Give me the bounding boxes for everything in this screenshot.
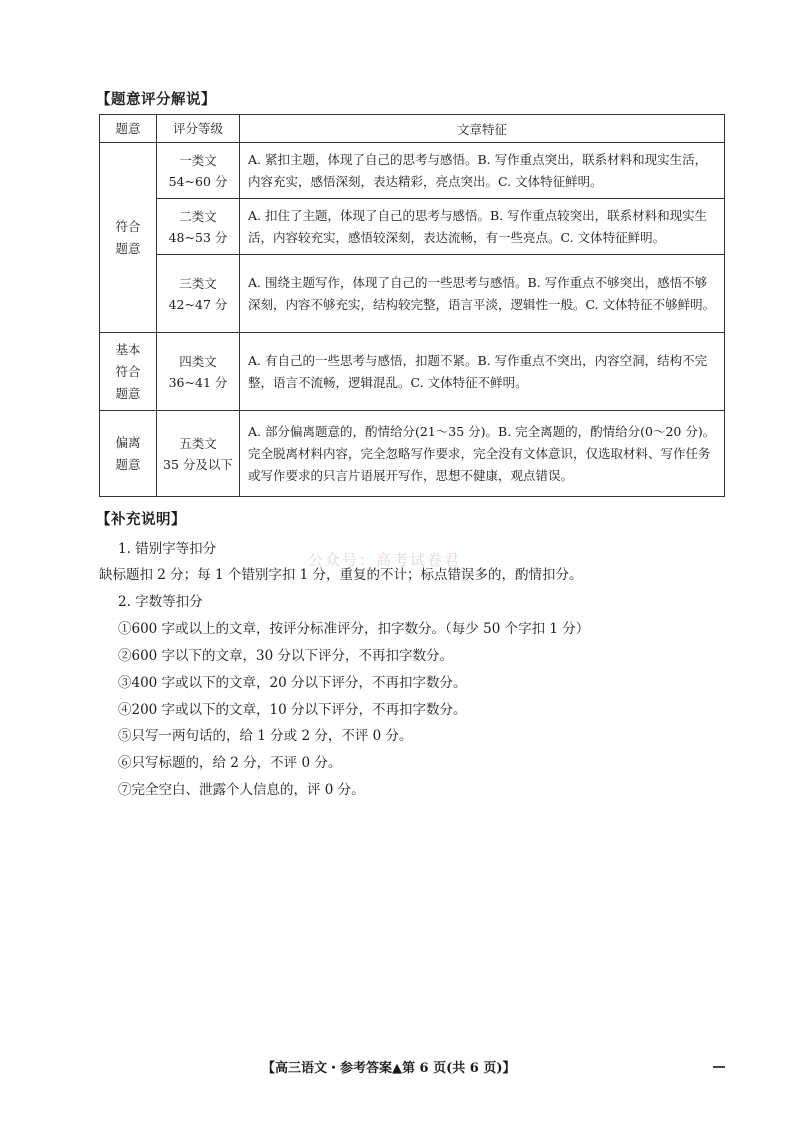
supplement-line: ⑤只写一两句话的，给 1 分或 2 分，不评 0 分。 [118,728,413,744]
cell-grade [157,255,240,333]
cell-description: A. 紧扣主题，体现了自己的思考与感悟。B. 写作重点突出，联系材料和现实生活，内容充实，感悟深刻，表达精彩，亮点突出。C. 文体特征鲜明。 [240,143,725,199]
cell-grade [157,411,240,497]
supplement-line: ②600 字以下的文章，30 分以下评分，不再扣字数分。 [118,648,454,664]
rubric-table [99,114,725,497]
footer-mark [713,1066,725,1068]
cell-description: A. 有自己的一些思考与感悟，扣题不紧。B. 写作重点不突出，内容空洞，结构不完整，语言不流畅，逻辑混乱。C. 文体特征不鲜明。 [240,333,725,411]
grade-score: 54~60 分 [168,173,228,189]
cell-description: A. 部分偏离题意的，酌情给分(21～35 分)。B. 完全离题的，酌情给分(0～20 分)。完全脱离材料内容，完全忽略写作要求，完全没有文体意识，仅选取材料、写作任务或写作要求的只言片语展开写作，思想不健康，观点错误。 [240,411,725,497]
supplement-line: ④200 字或以下的文章，10 分以下评分，不再扣字数分。 [118,702,467,718]
cell-grade [157,199,240,255]
table-row [100,333,725,411]
supplement-line: ③400 字或以下的文章，20 分以下评分，不再扣字数分。 [118,675,467,691]
cell-description: A. 围绕主题写作，体现了自己的一些思考与感悟。B. 写作重点不够突出，感悟不够深刻，内容不够充实，结构较完整，语言平淡，逻辑性一般。C. 文体特征不够鲜明。 [240,255,725,333]
supplement-line: ⑥只写标题的，给 2 分，不评 0 分。 [118,755,342,771]
grade-label: 五类文 [179,435,217,451]
table-row [100,143,725,199]
watermark-text: 公众号：高考试卷君 [308,551,462,569]
supplement-line: 缺标题扣 2 分；每 1 个错别字扣 1 分，重复的不计；标点错误多的，酌情扣分。 [99,567,583,583]
cell-description: A. 扣住了主题，体现了自己的思考与感悟。B. 写作重点较突出，联系材料和现实生活，内容较充实，感悟较深刻，表达流畅，有一些亮点。C. 文体特征鲜明。 [240,199,725,255]
table-row [100,255,725,333]
header-grade: 评分等级 [157,115,240,143]
header-topic: 题意 [100,115,157,143]
supplement-line: ①600 字或以上的文章，按评分标准评分，扣字数分。（每少 50 个字扣 1 分） [118,621,590,637]
grade-score: 48~53 分 [168,229,228,245]
grade-label: 四类文 [179,353,217,369]
grade-score: 35 分及以下 [163,456,233,472]
cell-topic: 偏离 题意 [100,411,157,497]
section-title-supplement: 【补充说明】 [96,511,186,528]
section-title-rubric: 【题意评分解说】 [96,91,216,108]
grade-score: 36~41 分 [168,374,228,390]
table-row [100,199,725,255]
supplement-line: 2. 字数等扣分 [118,594,203,610]
page-footer: 【高三语文・参考答案▲第 6 页(共 6 页)】 [262,1061,516,1076]
supplement-line: 1. 错别字等扣分 [118,541,217,557]
supplement-line: ⑦完全空白、泄露个人信息的，评 0 分。 [118,782,365,798]
grade-label: 三类文 [179,275,217,291]
table-header-row [100,115,725,143]
cell-topic: 基本 符合 题意 [100,333,157,411]
cell-grade [157,143,240,199]
grade-score: 42~47 分 [168,296,228,312]
header-features: 文章特征 [240,115,725,143]
table-row [100,411,725,497]
grade-label: 二类文 [179,208,217,224]
cell-topic: 符合 题意 [100,143,157,333]
cell-grade [157,333,240,411]
grade-label: 一类文 [179,152,217,168]
